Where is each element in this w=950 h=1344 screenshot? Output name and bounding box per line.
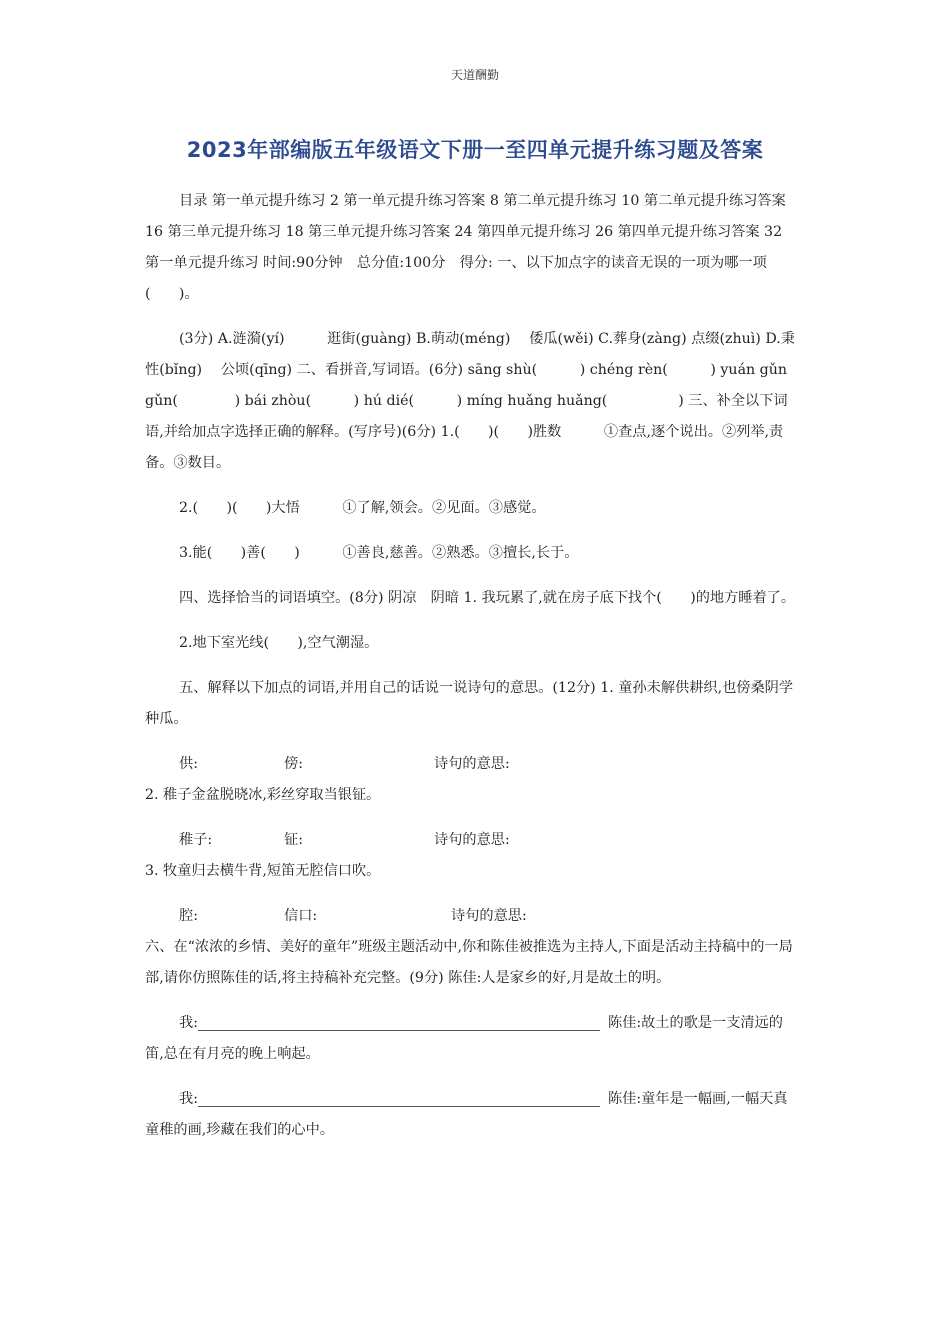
answer-blank-1[interactable] <box>198 1013 600 1031</box>
field-label: 诗句的意思: <box>434 756 510 772</box>
field-label: 钲: <box>284 832 303 848</box>
toc-paragraph: 目录 第一单元提升练习 2 第一单元提升练习答案 8 第二单元提升练习 10 第二单元提升练习答案 16 第三单元提升练习 18 第三单元提升练习答案 24 第四单元提升练习 26 第四单元提升练习答案 32 第一单元提升练习 时间:90分钟 总分值:100分 得分: 一、以下加点字的读音无误的一项为哪一项( )。 <box>145 193 786 302</box>
question-5-paragraph: 五、解释以下加点的词语,并用自己的话说一说诗句的意思。(12分) 1. 童孙未解供耕织,也傍桑阴学种瓜。 <box>145 680 794 727</box>
question-6-paragraph: 六、在“浓浓的乡情、美好的童年”班级主题活动中,你和陈佳被推选为主持人,下面是活动主持稿中的一局部,请你仿照陈佳的话,将主持稿补充完整。(9分) 陈佳:人是家乡的好,月是故土的明。 <box>145 939 793 986</box>
field-label: 信口: <box>284 908 318 924</box>
field-label: 诗句的意思: <box>451 908 527 924</box>
document-body <box>145 186 800 1146</box>
question-5-item-3: 3. 牧童归去横牛背,短笛无腔信口吹。 <box>145 863 381 879</box>
question-1-2-3-paragraph: (3分) A.涟漪(yí) 逛街(guàng) B.萌动(méng) 倭瓜(wěi) C.葬身(zàng) 点缀(zhuì) D.秉性(bǐng) 公顷(qīng) 二、看拼音,写词语。(6分) sāng shù( ) chéng rèn( ) yuán gǔn gǔn( ) bái zhòu( ) hú dié( ) míng huǎng huǎng( ) 三、补全以下词语,并给加点字选择正确的解释。(写序号)(6分) 1.( )( )胜数 ①查点,逐个说出。②列举,责备。③数目。 <box>145 331 795 471</box>
question-5-1-fields <box>145 749 800 780</box>
answer-label: 我: <box>179 1015 198 1031</box>
field-label: 傍: <box>284 756 303 772</box>
question-5-3-fields <box>145 901 800 932</box>
question-5-item-2: 2. 稚子金盆脱晓冰,彩丝穿取当银钲。 <box>145 787 381 803</box>
question-3-item-2: 2.( )( )大悟 ①了解,领会。②见面。③感觉。 <box>179 500 546 516</box>
answer-prompt-text: 陈佳:童年是一幅画,一幅天真童稚的画,珍藏在我们的心中。 <box>145 1091 788 1138</box>
page-header: 天道酬勤 <box>450 68 499 82</box>
question-5-2-fields <box>145 825 800 856</box>
answer-line-2 <box>145 1084 800 1146</box>
question-4-paragraph: 四、选择恰当的词语填空。(8分) 阴凉 阴暗 1. 我玩累了,就在房子底下找个( )的地方睡着了。 <box>179 590 796 606</box>
field-label: 供: <box>179 756 198 772</box>
answer-prompt-text: 陈佳:故土的歌是一支清远的笛,总在有月亮的晚上响起。 <box>145 1015 783 1062</box>
document-title: 2023年部编版五年级语文下册一至四单元提升练习题及答案 <box>186 138 764 162</box>
field-label: 诗句的意思: <box>434 832 510 848</box>
field-label: 腔: <box>179 908 198 924</box>
question-4-item-2: 2.地下室光线( ),空气潮湿。 <box>179 635 379 651</box>
answer-line-1 <box>145 1008 800 1070</box>
answer-label: 我: <box>179 1091 198 1107</box>
question-3-item-3: 3.能( )善( ) ①善良,慈善。②熟悉。③擅长,长于。 <box>179 545 579 561</box>
field-label: 稚子: <box>179 832 213 848</box>
answer-blank-2[interactable] <box>198 1089 600 1107</box>
